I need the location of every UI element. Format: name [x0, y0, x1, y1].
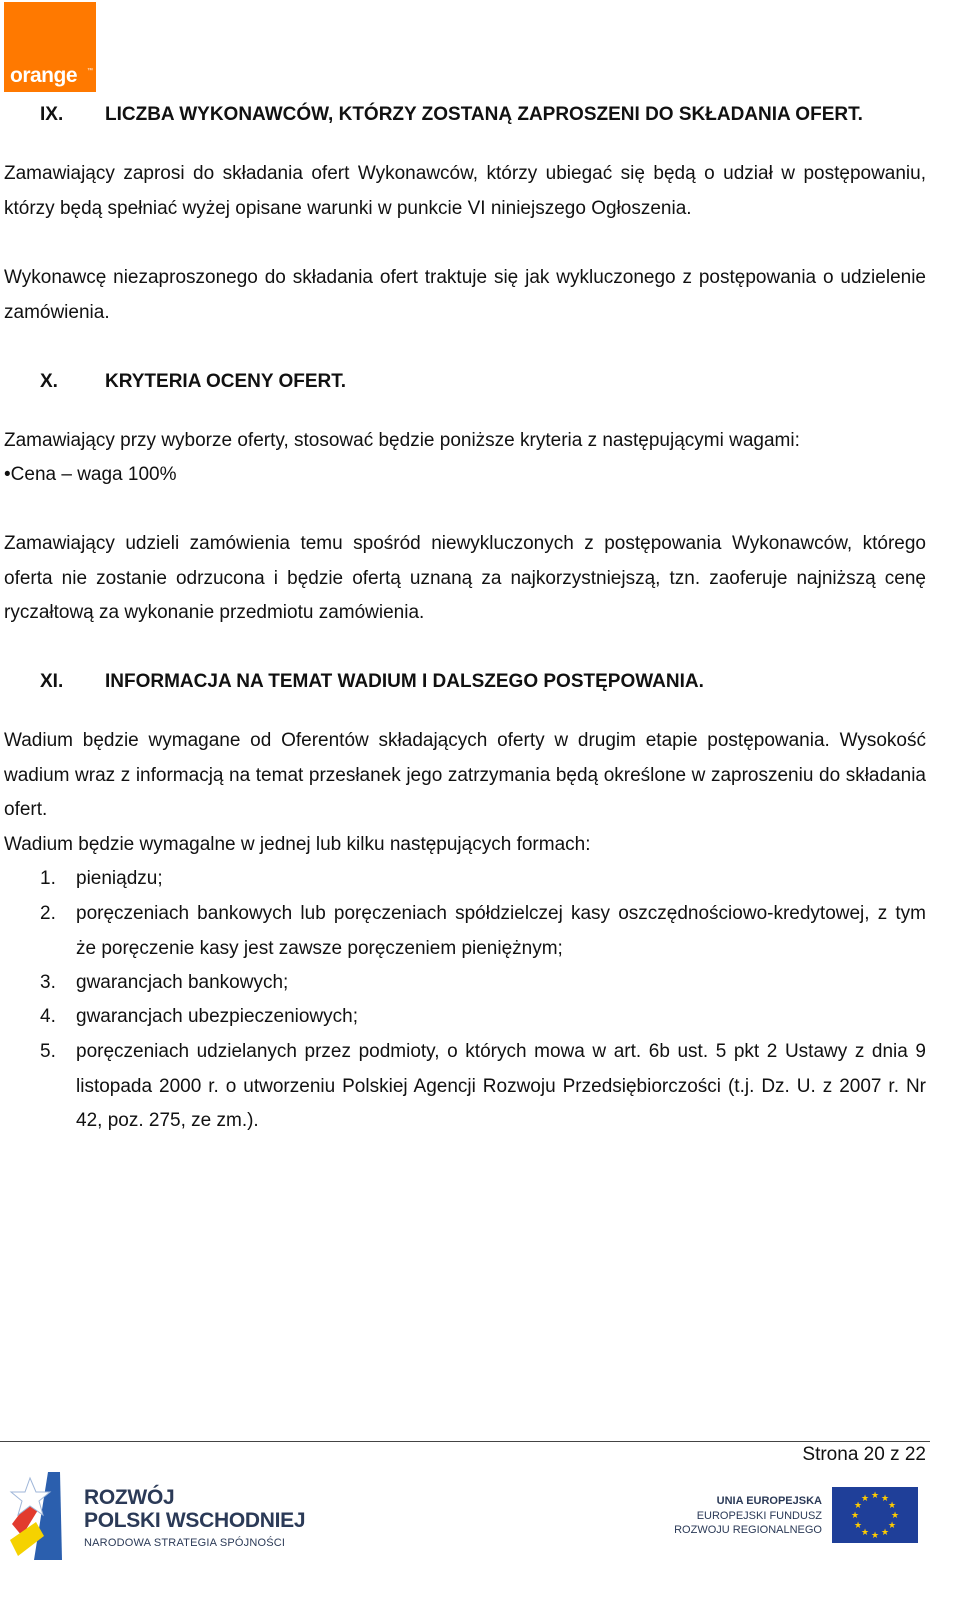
svg-text:★: ★ — [860, 1528, 870, 1538]
eu-stars-icon — [832, 1487, 918, 1543]
rpw-emblem-icon — [8, 1470, 78, 1562]
rpw-line-2: POLSKI WSCHODNIEJ — [84, 1509, 306, 1532]
rpw-text — [84, 1486, 305, 1549]
svg-text:★: ★ — [870, 1531, 880, 1541]
svg-text:★: ★ — [890, 1511, 900, 1521]
svg-text:★: ★ — [887, 1521, 897, 1531]
svg-text:★: ★ — [880, 1494, 890, 1504]
svg-text:★: ★ — [860, 1494, 870, 1504]
list-item-text: poręczeniach bankowych lub poręczeniach spółdzielczej kasy oszczędnościowo-kredytowej, z tym że poręczenie kasy jest zawsze poręczeniem pieniężnym; — [76, 903, 926, 959]
svg-text:★: ★ — [853, 1521, 863, 1531]
list-item-text: gwarancjach ubezpieczeniowych; — [76, 1006, 358, 1027]
svg-text:★: ★ — [870, 1491, 880, 1501]
rpw-line-3: NARODOWA STRATEGIA SPÓJNOŚCI — [84, 1537, 286, 1549]
svg-text:★: ★ — [850, 1511, 860, 1521]
section-11-number: XI. — [40, 671, 64, 692]
list-item-number: 5. — [40, 1041, 56, 1062]
list-item-text: poręczeniach udzielanych przez podmioty, o których mowa w art. 6b ust. 5 pkt 2 Ustawy z dnia 9 listopada 2000 r. o utworzeniu Polskiej Agencji Rozwoju Przedsiębiorczości (t.j. Dz. U. z 2007 r. Nr 42, poz. 275, ze zm.). — [76, 1041, 926, 1131]
rpw-line-1: ROZWÓJ — [84, 1486, 175, 1509]
list-item-number: 2. — [40, 903, 56, 924]
section-10-title: KRYTERIA OCENY OFERT. — [105, 371, 347, 392]
section-10-paragraph: Zamawiający udzieli zamówienia temu spośród niewykluczonych z postępowania Wykonawców, którego oferta nie zostanie odrzucona i będzie ofertą uznaną za najkorzystniejszą, tzn. zaoferuje najniższą cenę ryczałtową za wykonanie przedmiotu zamówienia. — [4, 533, 926, 623]
eu-flag-icon — [832, 1487, 918, 1543]
eu-line-1: UNIA EUROPEJSKA — [716, 1495, 822, 1507]
footer-divider — [0, 1441, 930, 1442]
page-number: Strona 20 z 22 — [802, 1444, 926, 1465]
eu-line-2: EUROPEJSKI FUNDUSZ — [696, 1510, 822, 1522]
list-item-number: 4. — [40, 1006, 56, 1027]
orange-logo-tm: ™ — [87, 68, 93, 74]
section-10-intro: Zamawiający przy wyborze oferty, stosować będzie poniższe kryteria z następującymi wagami: — [4, 430, 800, 451]
svg-text:★: ★ — [887, 1501, 897, 1511]
list-item-number: 3. — [40, 972, 56, 993]
forms-intro: Wadium będzie wymagalne w jednej lub kilku następujących formach: — [4, 834, 591, 855]
section-9-number: IX. — [40, 104, 64, 125]
list-item-number: 1. — [40, 868, 56, 889]
section-10-number: X. — [40, 371, 58, 392]
section-9-paragraph-2: Wykonawcę niezaproszonego do składania ofert traktuje się jak wykluczonego z postępowania o udzielenie zamówienia. — [4, 267, 926, 323]
rozwoj-polski-wschodniej-logo — [8, 1470, 328, 1562]
svg-text:★: ★ — [880, 1528, 890, 1538]
section-11-title: INFORMACJA NA TEMAT WADIUM I DALSZEGO POSTĘPOWANIA. — [105, 671, 704, 692]
eu-line-3: ROZWOJU REGIONALNEGO — [674, 1524, 822, 1536]
orange-logo-text: orange — [10, 64, 78, 87]
section-9-paragraph-1: Zamawiający zaprosi do składania ofert Wykonawców, którzy ubiegać się będą o udział w postępowaniu, którzy będą spełniać wyżej opisane warunki w punkcie VI niniejszego Ogłoszenia. — [4, 163, 926, 219]
svg-text:★: ★ — [853, 1501, 863, 1511]
orange-logo — [4, 2, 96, 92]
section-11-paragraph: Wadium będzie wymagane od Oferentów składających oferty w drugim etapie postępowania. Wysokość wadium wraz z informacją na temat przesłanek jego zatrzymania będą określone w zaproszeniu do składania ofert. — [4, 730, 926, 820]
section-9-title: LICZBA WYKONAWCÓW, KTÓRZY ZOSTANĄ ZAPROSZENI DO SKŁADANIA OFERT. — [105, 104, 863, 125]
list-item-text: gwarancjach bankowych; — [76, 972, 289, 993]
eu-fund-text — [672, 1494, 822, 1537]
list-item-text: pieniądzu; — [76, 868, 163, 889]
criterion-price: •Cena – waga 100% — [4, 464, 177, 485]
